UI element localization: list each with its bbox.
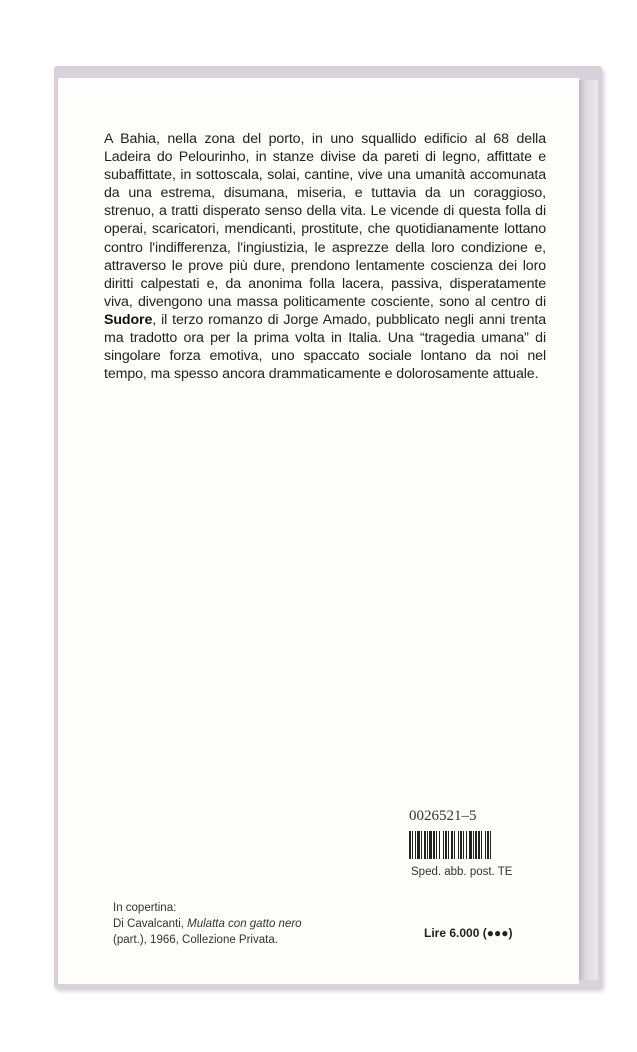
credits-artwork-line — [113, 916, 302, 932]
blurb-text — [104, 130, 546, 383]
credits-heading: In copertina: — [113, 902, 177, 914]
price-label: Lire 6.000 (●●●) — [424, 926, 513, 940]
blurb-part-2: , il terzo romanzo di Jorge Amado, pubblicato negli anni trenta ma tradotto ora per la prima volta in Italia. Una “tragedia umana” di singolare forza emotiva, uno spaccato sociale lontano da noi nel tempo, ma spesso ancora drammaticamente e dolorosamente attuale. — [104, 311, 546, 383]
barcode — [409, 831, 542, 859]
isbn-code: 0026521–5 — [409, 808, 477, 824]
book-spine — [578, 80, 598, 980]
book-title: Sudore — [104, 311, 153, 328]
credits-artist: Di Cavalcanti, — [113, 918, 188, 930]
credits-artwork: Mulatta con gatto nero — [187, 918, 302, 930]
barcode-gap — [491, 831, 493, 859]
credits-details: (part.), 1966, Collezione Privata. — [113, 934, 278, 946]
blurb-part-1: A Bahia, nella zona del porto, in uno squallido edificio al 68 della Ladeira do Pelourinho, in stanze divise da pareti di legno, affittate e subaffittate, in sottoscala, solai, cantine, vive una umanità accomunata da una estrema, disumana, miseria, e tuttavia da un coraggioso, strenuo, a tratti disperato senso della vita. Le vicende di questa folla di operai, scaricatori, mendicanti, prostitute, che quotidianamente lottano contro l'indifferenza, l'ingiustizia, le asprezze della loro condizione e, attraverso le prove più dure, prendono lentamente coscienza dei loro diritti calpestati e, da anonima folla lacera, passiva, disperatamente viva, divengono una massa politicamente cosciente, sono al centro di — [104, 131, 546, 310]
cover-credits — [113, 900, 302, 948]
postal-note: Sped. abb. post. TE — [411, 866, 513, 878]
